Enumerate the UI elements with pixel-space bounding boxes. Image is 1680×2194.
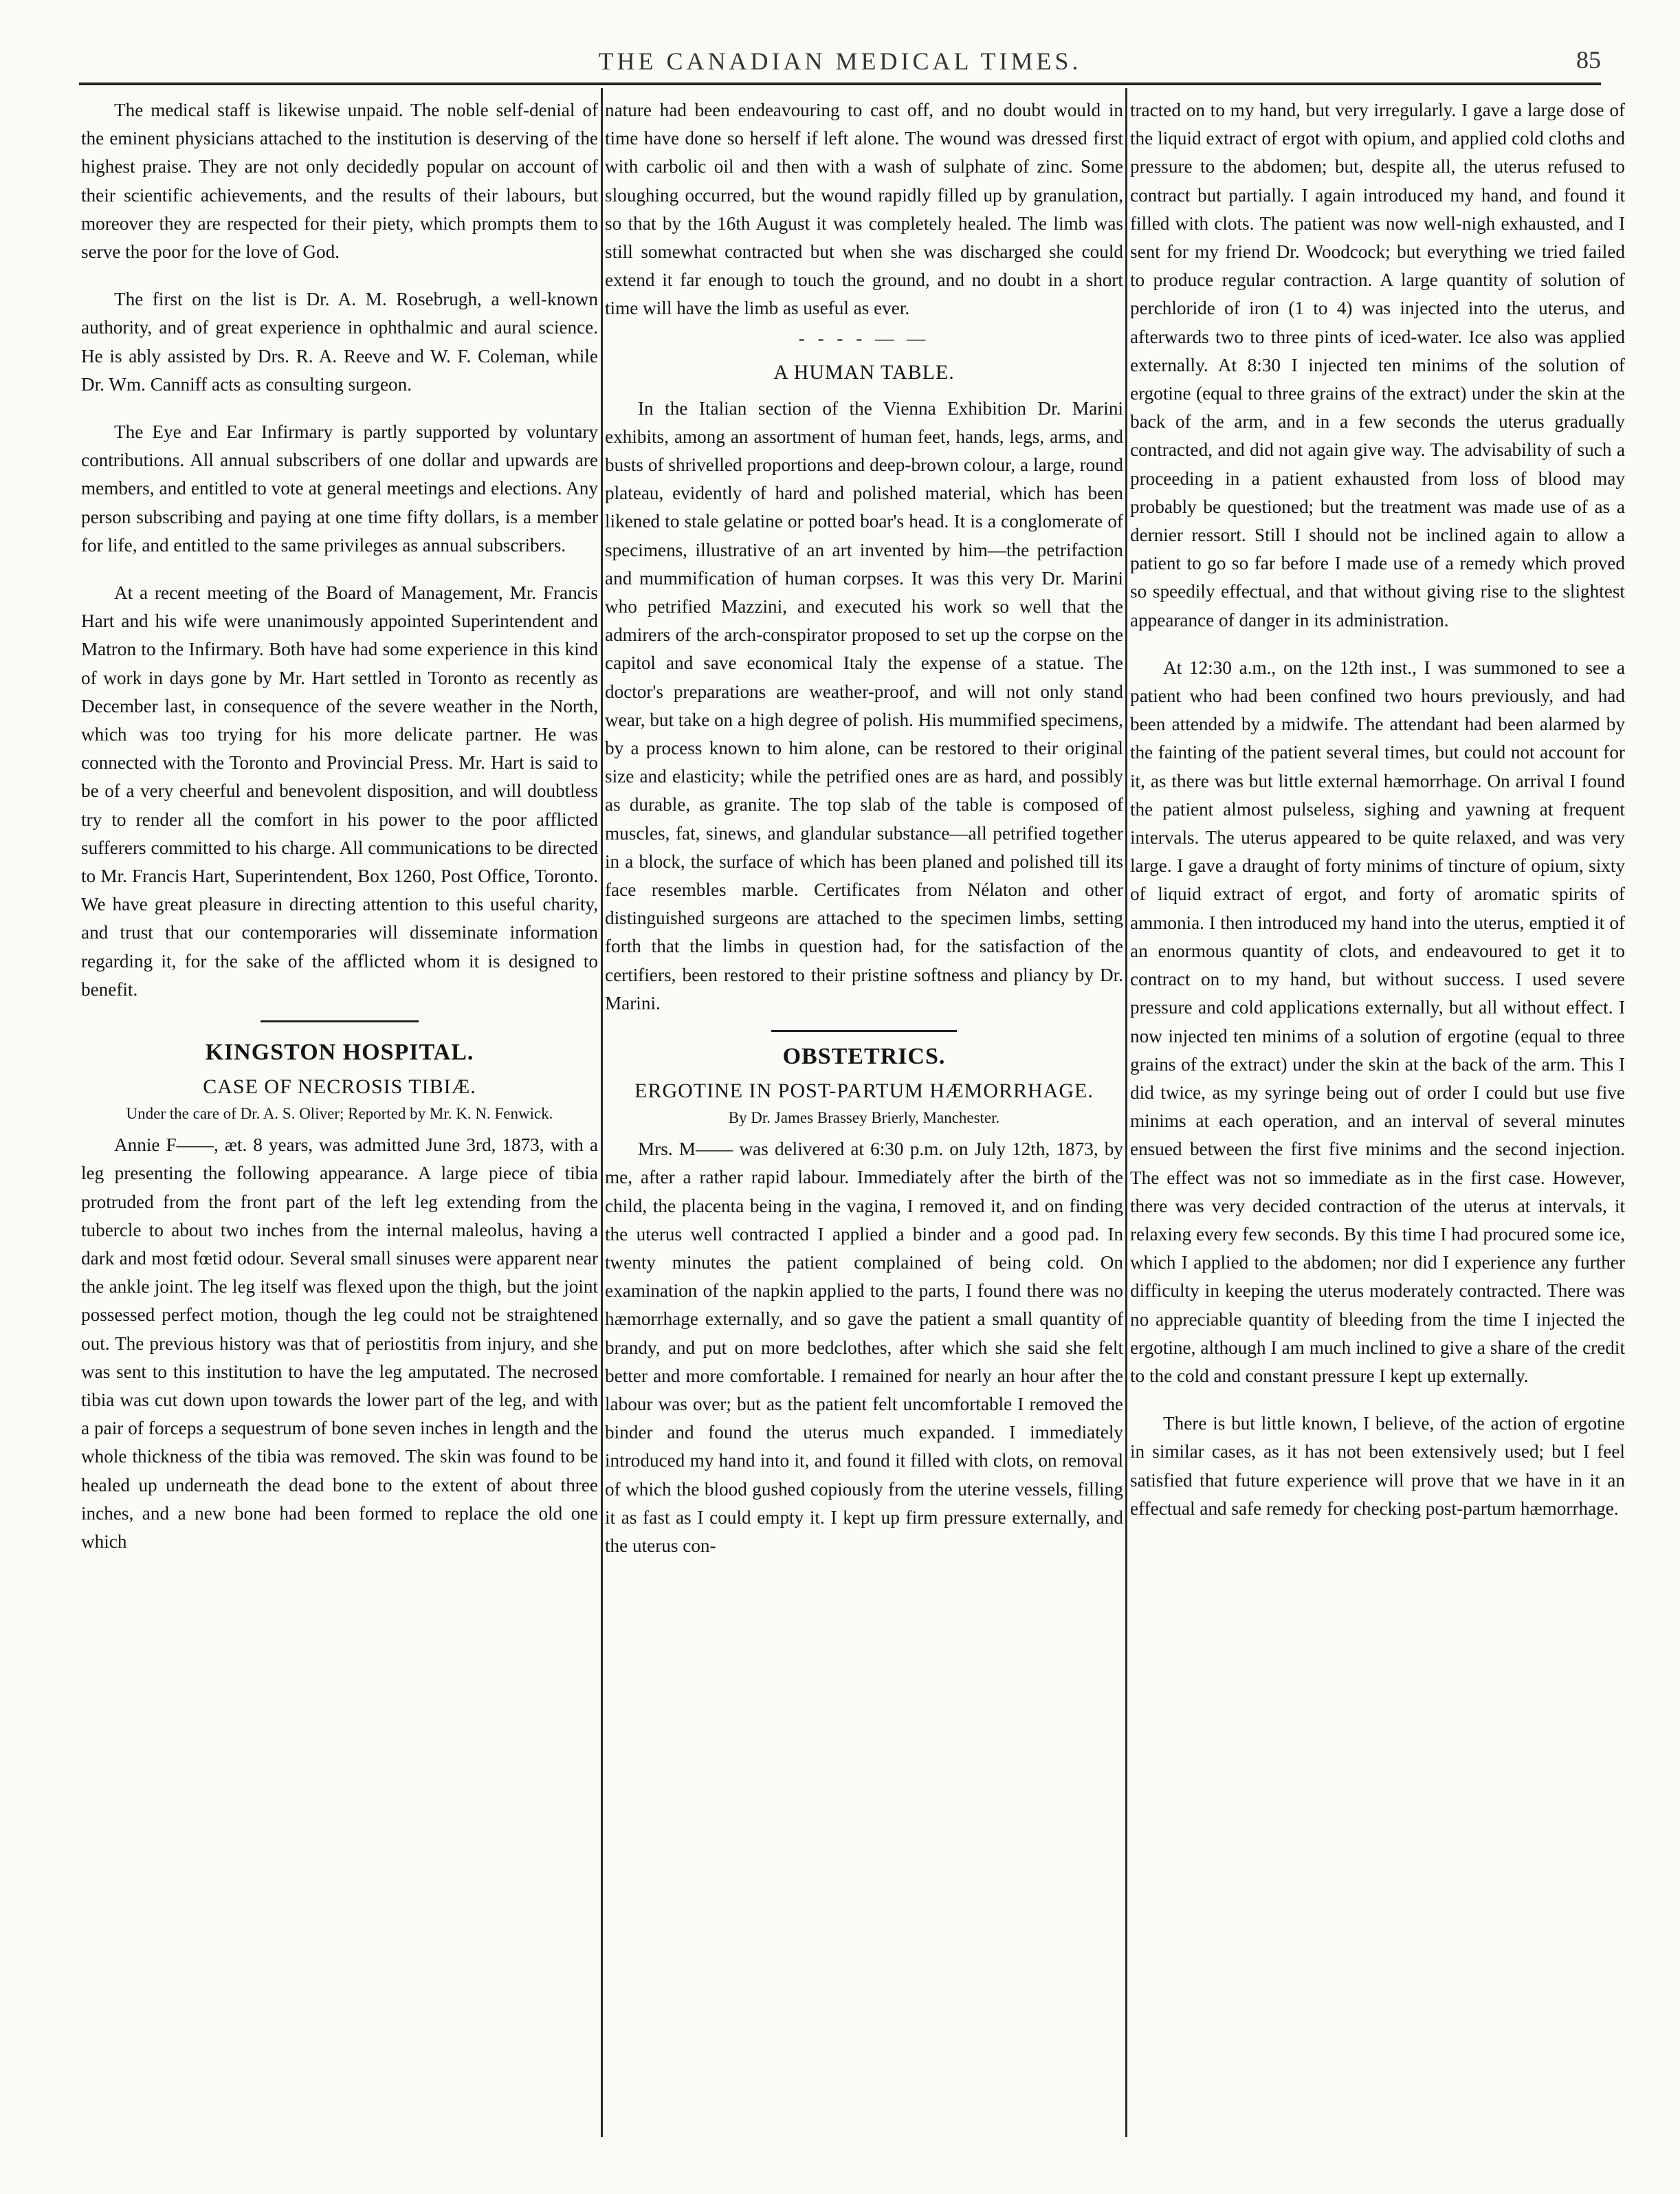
paragraph: Mrs. M—— was delivered at 6:30 p.m. on July 12th, 1873, by me, after a rather rapid labour. Immediately after the birth of the child, the placenta being in the vagina, I removed it, and on finding the uterus well contracted I applied a binder and a good pad. In twenty minutes the patient complained of being cold. On examination of the napkin applied to the parts, I found there was no hæmorrhage externally, and so gave the patient a small quantity of brandy, and put on more bedclothes, after which she said she felt better and more comfortable. I remained for nearly an hour after the labour was over; but as the patient felt uncomfortable I removed the binder and found the uterus much expanded. I immediately introduced my hand into it, and found it filled with clots, on removal of which the blood gushed copiously from the uterine vessels, filling it as fast as I could empty it. I kept up firm pressure externally, and the uterus con- <box>605 1139 1123 1556</box>
paragraph: tracted on to my hand, but very irregularly. I gave a large dose of the liquid extract of ergot with opium, and applied cold cloths and pressure to the abdomen; but, despite all, the uterus refused to contract but partially. I again introduced my hand, and found it filled with clots. The patient was now well-nigh exhausted, and I sent for my friend Dr. Woodcock; but everything we tried failed to produce regular contraction. A large quantity of solution of perchloride of iron (1 to 4) was injected into the uterus, and afterwards two to three pints of iced-water. Ice also was applied externally. At 8:30 I injected ten minims of the solution of ergotine (equal to three grains of the extract) under the skin at the back of the arm, and in a few seconds the uterus gradually contracted, and did not again give way. The advisability of such a proceeding in a patient exhausted from loss of blood may probably be questioned; but the treatment was made use of as a dernier ressort. Still I should not be inclined again to allow a patient to go so far before I made use of a remedy which proved so speedily effectual, and that without giving rise to the slightest appearance of danger in its administration. <box>1130 100 1625 630</box>
article-byline: By Dr. James Brassey Brierly, Manchester. <box>728 1109 1000 1127</box>
journal-title: THE CANADIAN MEDICAL TIMES. <box>598 47 1082 75</box>
section-rule <box>261 1020 419 1022</box>
page-header <box>79 40 1601 85</box>
column-3 <box>1130 96 1625 2131</box>
column-divider <box>601 88 603 2137</box>
column-1 <box>81 96 598 2131</box>
section-heading: OBSTETRICS. <box>782 1044 946 1070</box>
article-byline: Under the care of Dr. A. S. Oliver; Reported by Mr. K. N. Fenwick. <box>126 1105 553 1123</box>
paragraph: Annie F——, æt. 8 years, was admitted June 3rd, 1873, with a leg presenting the following appearance. A large piece of tibia protruded from the front part of the left leg extending from the tubercle to about two inches from the internal maleolus, having a dark and most fœtid odour. Several small sinuses were apparent near the ankle joint. The leg itself was flexed upon the thigh, but the joint possessed perfect motion, though the leg could not be straightened out. The previous history was that of periostitis from injury, and she was sent to this institution to have the leg amputated. The necrosed tibia was cut down upon towards the lower part of the leg, and with a pair of forceps a sequestrum of bone seven inches in length and the whole thickness of the tibia was removed. The skin was found to be healed up underneath the dead bone to the extent of about three inches, and a new bone had been formed to replace the old one which <box>81 1134 598 1552</box>
column-2 <box>605 96 1123 2131</box>
section-rule <box>771 1030 957 1032</box>
column-divider <box>1125 88 1127 2137</box>
article-title: CASE OF NECROSIS TIBIÆ. <box>203 1075 476 1099</box>
paragraph: At a recent meeting of the Board of Management, Mr. Francis Hart and his wife were unanimously appointed Superintendent and Matron to the Infirmary. Both have had some experience in this kind of work in days gone by Mr. Hart settled in Toronto as recently as December last, in consequence of the severe weather in the North, which was too trying for his more delicate partner. He was connected with the Toronto and Provincial Press. Mr. Hart is said to be of a very cheerful and benevolent disposition, and will doubtless try to render all the comfort in his power to the poor afflicted sufferers committed to his charge. All communications to be directed to Mr. Francis Hart, Superintendent, Box 1260, Post Office, Toronto. We have great pleasure in directing attention to this useful charity, and trust that our contemporaries will disseminate information regarding it, for the sake of the afflicted whom it is designed to benefit. <box>81 582 598 1000</box>
page-number: 85 <box>1576 46 1601 74</box>
paragraph: The Eye and Ear Infirmary is partly supported by voluntary contributions. All annual subscribers of one dollar and upwards are members, and entitled to vote at general meetings and elections. Any person subscribing and paying at one time fifty dollars, is a member for life, and entitled to the same privileges as annual subscribers. <box>81 421 598 556</box>
article-title: ERGOTINE IN POST-PARTUM HÆMORRHAGE. <box>634 1079 1094 1103</box>
paragraph: In the Italian section of the Vienna Exhibition Dr. Marini exhibits, among an assortment of human feet, hands, legs, arms, and busts of shrivelled proportions and deep-brown colour, a large, round plateau, evidently of hard and polished material, which has been likened to stale gelatine or potted boar's head. It is a conglomerate of specimens, illustrative of an art invented by him—the petrifaction and mummification of human corpses. It was this very Dr. Marini who petrified Mazzini, and executed his work so well that the admirers of the arch-conspirator proposed to set up the corpse on the capitol and save economical Italy the expense of a statue. The doctor's preparations are weather-proof, and will not only stand wear, but take on a high degree of polish. His mummified specimens, by a process known to him alone, can be restored to their original size and elasticity; while the petrified ones are as hard, and possibly as durable, as granite. The top slab of the table is composed of muscles, fat, sinews, and glandular substance—all petrified together in a block, the surface of which has been planed and polished till its face resembles marble. Certificates from Nélaton and other distinguished surgeons are attached to the specimen limbs, setting forth that the limbs in question had, for the satisfaction of the certifiers, been restored to their pristine softness and pliancy by Dr. Marini. <box>605 397 1123 1013</box>
section-heading: KINGSTON HOSPITAL. <box>205 1040 474 1066</box>
section-heading: A HUMAN TABLE. <box>773 360 955 384</box>
section-separator: - - - - — — <box>798 327 930 349</box>
paragraph: At 12:30 a.m., on the 12th inst., I was summoned to see a patient who had been confined two hours previously, and had been attended by a midwife. The attendant had been alarmed by the fainting of the patient several times, but could not account for it, as there was but little external hæmorrhage. On arrival I found the patient almost pulseless, sighing and yawning at frequent intervals. The uterus appeared to be quite relaxed, and was very large. I gave a draught of forty minims of tincture of opium, sixty of liquid extract of ergot, and forty of aromatic spirits of ammonia. I then introduced my hand into the uterus, emptied it of an enormous quantity of clots, and endeavoured to get it to contract on to my hand, but without success. I used severe pressure and cold applications externally, but all without effect. I now injected ten minims of a solution of ergotine (equal to three grains of the extract) under the skin at the back of the arm. This I did twice, as my syringe being out of order I could but use five minims at each operation, and an interval of several minutes ensued between the first five minims and the second injection. The effect was not so immediate as in the first case. However, there was very decided contraction of the uterus at intervals, it relaxing every few seconds. By this time I had procured some ice, which I applied to the abdomen; nor did I experience any further difficulty in keeping the uterus moderately contracted. There was no appreciable quantity of bleeding from the time I injected the ergotine, although I am much inclined to give a share of the credit to the cold and constant pressure I kept up externally. <box>1130 657 1625 1386</box>
paragraph: The medical staff is likewise unpaid. The noble self-denial of the eminent physicians attached to the institution is deserving of the highest praise. They are not only decidedly popular on account of their scientific achievements, and the results of their labours, but moreover they are respected for their piety, which prompts them to serve the poor for the love of God. <box>81 100 598 263</box>
paragraph: nature had been endeavouring to cast off, and no doubt would in time have done so herself if left alone. The wound was dressed first with carbolic oil and then with a wash of sulphate of zinc. Some sloughing occurred, but the wound rapidly filled up by granulation, so that by the 16th August it was completely healed. The limb was still somewhat contracted but when she was discharged she could extend it far enough to touch the ground, and no doubt in a short time will have the limb as useful as ever. <box>605 100 1123 319</box>
paragraph: There is but little known, I believe, of the action of ergotine in similar cases, as it has not been extensively used; but I feel satisfied that future experience will prove that we have in it an effectual and safe remedy for checking post-partum hæmorrhage. <box>1130 1413 1625 1519</box>
paragraph: The first on the list is Dr. A. M. Rosebrugh, a well-known authority, and of great experience in ophthalmic and aural science. He is ably assisted by Drs. R. A. Reeve and W. F. Coleman, while Dr. Wm. Canniff acts as consulting surgeon. <box>81 289 598 395</box>
